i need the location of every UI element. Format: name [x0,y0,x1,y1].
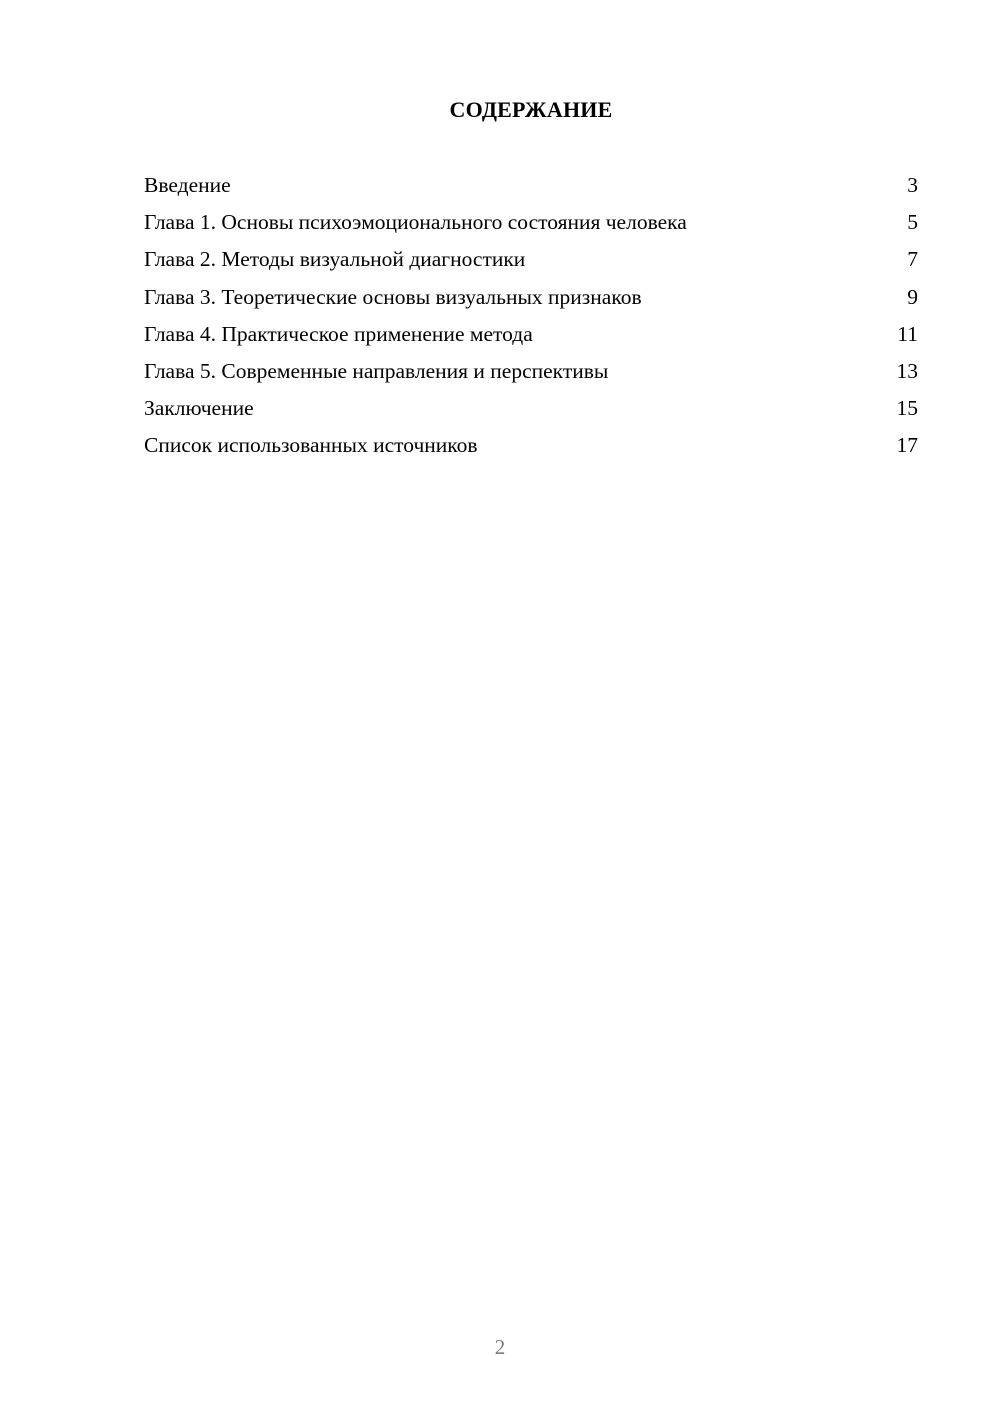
toc-entry-page: 13 [896,358,918,383]
toc-entry-references [144,430,918,467]
toc-entry-page: 3 [907,173,918,197]
toc-entry-title: Заключение [144,396,254,421]
toc-entry-title: Глава 1. Основы психоэмоционального состояния человека [144,210,687,235]
toc-entry-page: 9 [907,284,918,309]
toc-entry-page: 11 [897,321,918,346]
toc-entry-introduction [144,170,918,207]
toc-entry-page: 7 [907,247,918,272]
page-number: 2 [494,1335,506,1359]
table-of-contents [144,170,918,468]
toc-entry-title: Глава 3. Теоретические основы визуальных признаков [144,284,642,309]
toc-entry-title: Глава 4. Практическое применение метода [144,321,533,346]
toc-entry-page: 5 [907,210,918,235]
toc-entry-chapter-5 [144,356,918,393]
toc-entry-title: Введение [144,173,231,197]
toc-entry-chapter-2 [144,244,918,281]
toc-entry-title: Список использованных источников [144,433,478,458]
toc-entry-conclusion [144,393,918,430]
toc-entry-chapter-3 [144,282,918,319]
toc-entry-page: 15 [896,396,918,421]
toc-entry-title: Глава 2. Методы визуальной диагностики [144,247,526,272]
toc-entry-page: 17 [896,433,918,458]
toc-entry-chapter-4 [144,319,918,356]
toc-entry-chapter-1 [144,207,918,244]
toc-heading: СОДЕРЖАНИЕ [449,97,613,122]
toc-entry-title: Глава 5. Современные направления и перспективы [144,358,609,383]
